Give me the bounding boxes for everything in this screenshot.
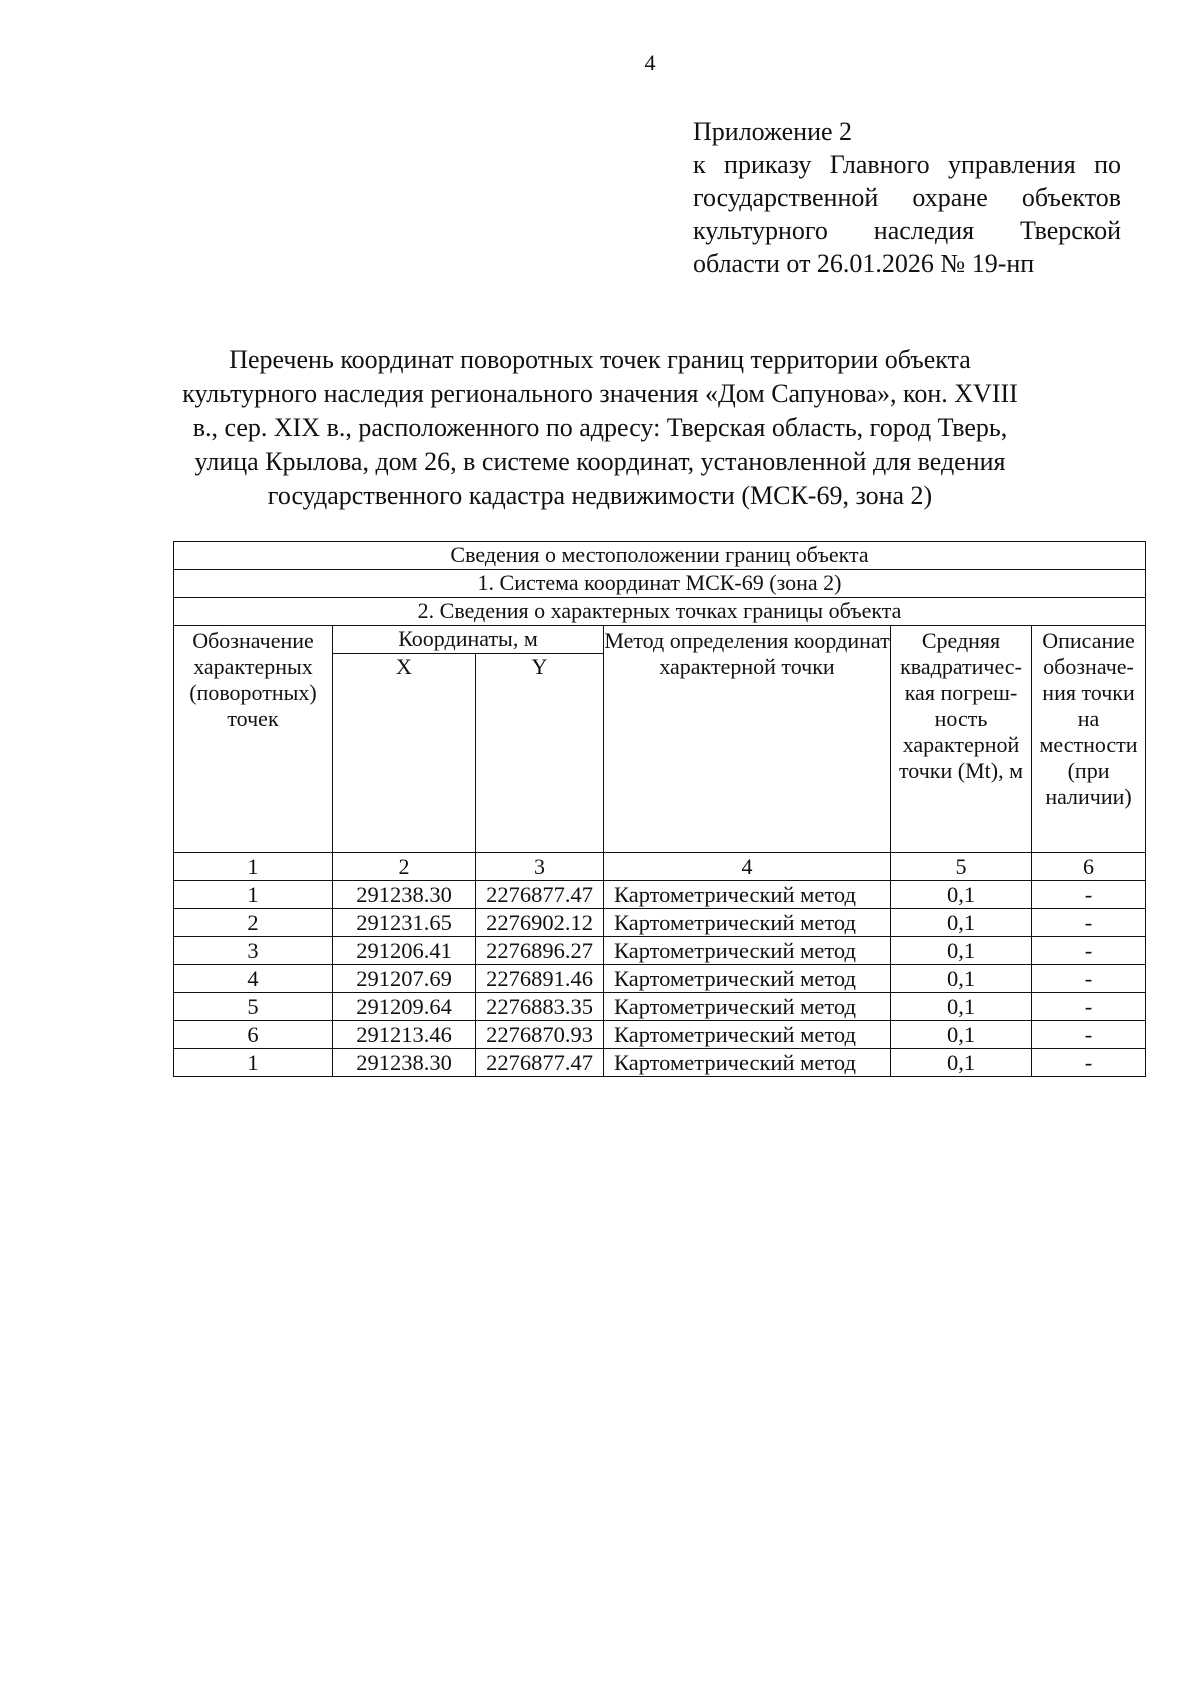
table-row <box>174 937 1146 965</box>
header-x: X <box>333 654 476 853</box>
cell-method: Картометрический метод <box>604 965 891 993</box>
coordinates-table <box>173 541 1146 1077</box>
column-number: 5 <box>891 853 1032 881</box>
cell-error: 0,1 <box>891 965 1032 993</box>
cell-x: 291209.64 <box>333 993 476 1021</box>
cell-error: 0,1 <box>891 993 1032 1021</box>
cell-point: 5 <box>174 993 333 1021</box>
appendix-line: к приказу Главного управления по <box>693 150 1121 179</box>
appendix-line: культурного наследия Тверской <box>693 216 1121 245</box>
cell-description: - <box>1032 1049 1146 1077</box>
cell-description: - <box>1032 909 1146 937</box>
column-number: 6 <box>1032 853 1146 881</box>
cell-y: 2276870.93 <box>476 1021 604 1049</box>
cell-error: 0,1 <box>891 937 1032 965</box>
cell-method: Картометрический метод <box>604 1021 891 1049</box>
title-line: культурного наследия регионального значения «Дом Сапунова», кон. XVIII <box>182 379 1018 408</box>
cell-y: 2276891.46 <box>476 965 604 993</box>
cell-point: 3 <box>174 937 333 965</box>
cell-y: 2276877.47 <box>476 881 604 909</box>
cell-x: 291231.65 <box>333 909 476 937</box>
cell-method: Картометрический метод <box>604 1049 891 1077</box>
cell-point: 4 <box>174 965 333 993</box>
cell-point: 1 <box>174 881 333 909</box>
cell-point: 1 <box>174 1049 333 1077</box>
table-banner-location: Сведения о местоположении границ объекта <box>174 542 1146 570</box>
table-row <box>174 1049 1146 1077</box>
table-row <box>174 1021 1146 1049</box>
cell-method: Картометрический метод <box>604 909 891 937</box>
cell-x: 291207.69 <box>333 965 476 993</box>
table-row <box>174 965 1146 993</box>
cell-error: 0,1 <box>891 909 1032 937</box>
cell-point: 6 <box>174 1021 333 1049</box>
cell-y: 2276883.35 <box>476 993 604 1021</box>
cell-error: 0,1 <box>891 1021 1032 1049</box>
table-row <box>174 993 1146 1021</box>
cell-error: 0,1 <box>891 1049 1032 1077</box>
cell-method: Картометрический метод <box>604 937 891 965</box>
title-line: в., сер. XIX в., расположенного по адресу: Тверская область, город Тверь, <box>192 413 1008 442</box>
appendix-header <box>693 115 1121 280</box>
cell-method: Картометрический метод <box>604 881 891 909</box>
cell-description: - <box>1032 1021 1146 1049</box>
header-description: Описание обозначе-ния точки на местности (при наличии) <box>1032 626 1146 853</box>
cell-y: 2276896.27 <box>476 937 604 965</box>
document-title <box>150 343 1050 513</box>
cell-point: 2 <box>174 909 333 937</box>
header-point-designation: Обозначение характерных (поворотных) точек <box>174 626 333 853</box>
column-number: 2 <box>333 853 476 881</box>
column-number: 3 <box>476 853 604 881</box>
header-coordinates: Координаты, м <box>333 626 604 654</box>
table-banner-coordinate-system: 1. Система координат МСК-69 (зона 2) <box>174 570 1146 598</box>
cell-x: 291238.30 <box>333 1049 476 1077</box>
cell-x: 291206.41 <box>333 937 476 965</box>
header-method: Метод определения координат характерной точки <box>604 626 891 853</box>
header-y: Y <box>476 654 604 853</box>
cell-description: - <box>1032 937 1146 965</box>
title-line: улица Крылова, дом 26, в системе координат, установленной для ведения <box>194 447 1006 476</box>
cell-description: - <box>1032 965 1146 993</box>
title-line: Перечень координат поворотных точек границ территории объекта <box>229 345 971 374</box>
cell-error: 0,1 <box>891 881 1032 909</box>
column-number-row <box>174 853 1146 881</box>
table-row <box>174 909 1146 937</box>
appendix-line: Приложение 2 <box>693 117 853 146</box>
column-number: 4 <box>604 853 891 881</box>
cell-x: 291238.30 <box>333 881 476 909</box>
title-line: государственного кадастра недвижимости (МСК-69, зона 2) <box>267 481 933 510</box>
cell-y: 2276902.12 <box>476 909 604 937</box>
table-banner-points-info: 2. Сведения о характерных точках границы объекта <box>174 598 1146 626</box>
appendix-line: области от 26.01.2026 № 19-нп <box>693 249 1035 278</box>
cell-description: - <box>1032 881 1146 909</box>
header-error: Средняя квадратичес-кая погреш-ность характерной точки (Mt), м <box>891 626 1032 853</box>
appendix-line: государственной охране объектов <box>693 183 1121 212</box>
cell-y: 2276877.47 <box>476 1049 604 1077</box>
cell-x: 291213.46 <box>333 1021 476 1049</box>
page-number: 4 <box>644 50 656 75</box>
cell-method: Картометрический метод <box>604 993 891 1021</box>
cell-description: - <box>1032 993 1146 1021</box>
column-number: 1 <box>174 853 333 881</box>
table-row <box>174 881 1146 909</box>
